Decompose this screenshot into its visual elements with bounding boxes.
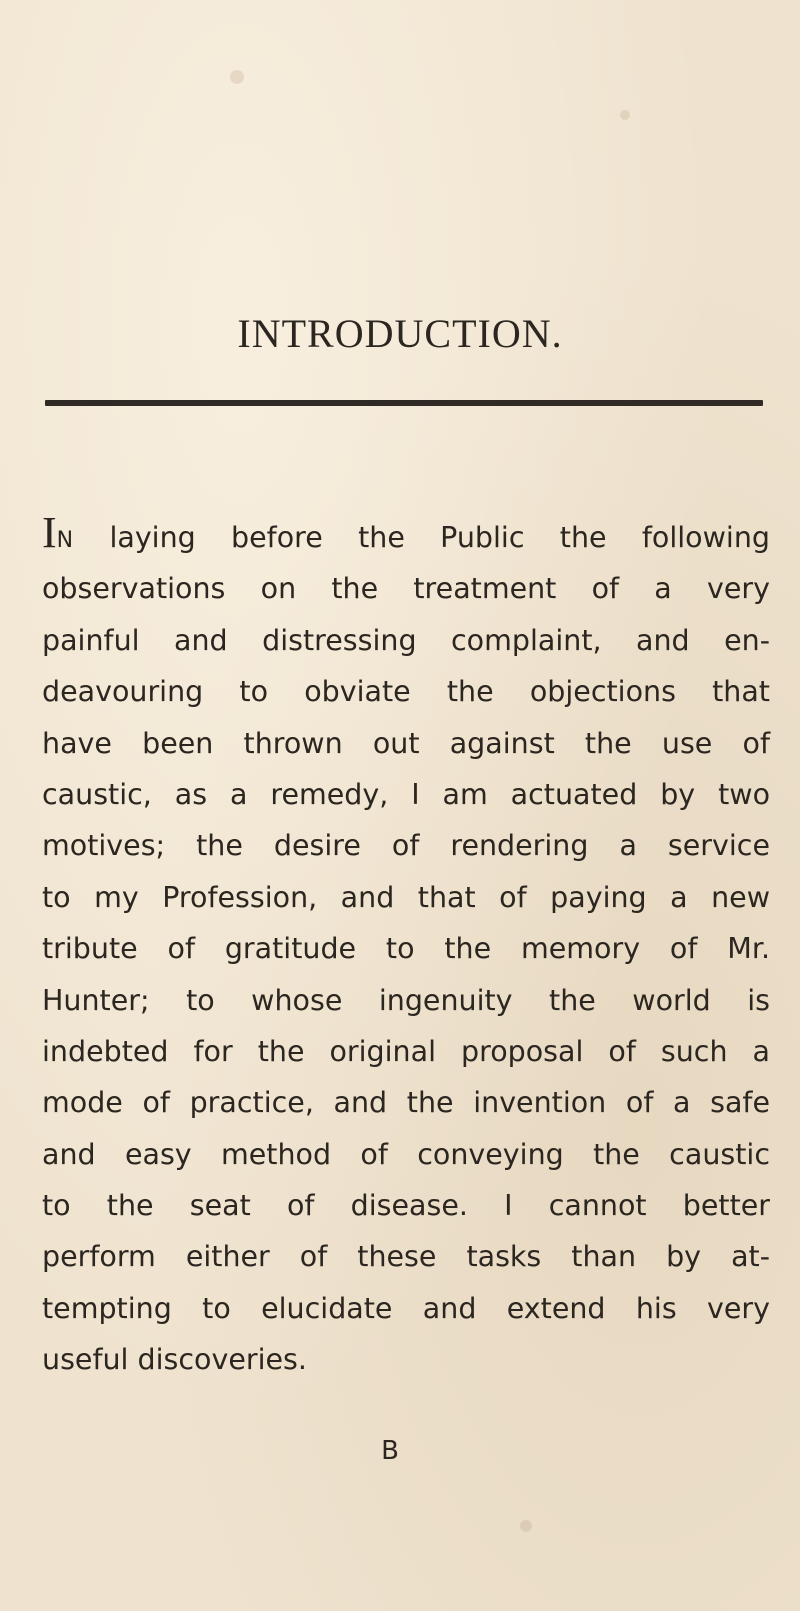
text-line-17: useful discoveries. <box>42 1343 307 1377</box>
text-line-14: to the seat of disease. I cannot better <box>42 1189 770 1223</box>
text-line-4: deavouring to obviate the objections that <box>42 675 770 709</box>
text-line-2: observations on the treatment of a very <box>42 572 770 606</box>
chapter-heading: INTRODUCTION. <box>237 311 563 356</box>
heading-rule-shadow <box>45 404 763 405</box>
text-line-8: to my Profession, and that of paying a new <box>42 880 770 914</box>
signature-mark: B <box>381 1436 399 1466</box>
text-line-1: IN laying before the Public the following <box>42 508 770 557</box>
text-line-7: motives; the desire of rendering a service <box>42 829 770 863</box>
small-cap: N <box>56 528 75 553</box>
text-line-9: tribute of gratitude to the memory of Mr. <box>42 932 770 966</box>
heading-rule <box>45 400 763 406</box>
paper-stain <box>520 1520 532 1532</box>
body-paragraph <box>42 508 770 1386</box>
text-line-3: painful and distressing complaint, and en- <box>42 623 770 657</box>
text-line-5: have been thrown out against the use of <box>42 726 770 760</box>
text-line-12: mode of practice, and the invention of a safe <box>42 1086 770 1120</box>
text-line-10: Hunter; to whose ingenuity the world is <box>42 983 770 1017</box>
text-line-6: caustic, as a remedy, I am actuated by two <box>42 777 770 811</box>
drop-cap: I <box>42 508 57 557</box>
text-line-16: tempting to elucidate and extend his very <box>42 1291 770 1325</box>
text-line-13: and easy method of conveying the caustic <box>42 1137 770 1171</box>
paper-stain <box>230 70 244 84</box>
text-line-15: perform either of these tasks than by at- <box>42 1240 770 1274</box>
paper-stain <box>620 110 630 120</box>
text-line-11: indebted for the original proposal of such a <box>42 1034 770 1068</box>
